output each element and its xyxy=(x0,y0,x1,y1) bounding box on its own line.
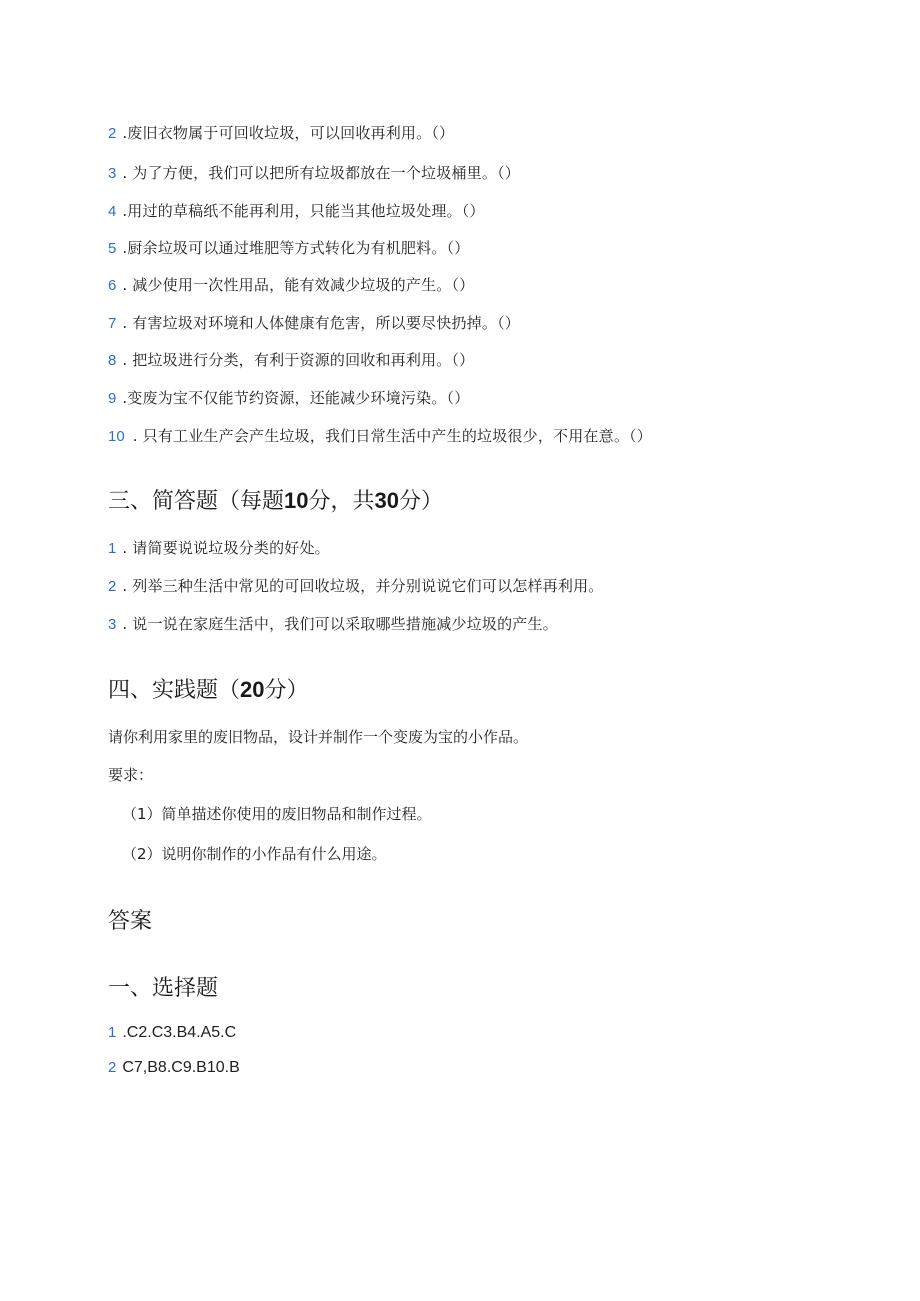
item-text: . 说一说在家庭生活中，我们可以采取哪些措施减少垃圾的产生。 xyxy=(122,615,558,633)
item-text: . 只有工业生产会产生垃圾，我们日常生活中产生的垃圾很少，不用在意。（） xyxy=(132,427,652,445)
answer-text: C7,B8.C9.B10.B xyxy=(122,1059,240,1076)
answer-text: .C2.C3.B4.A5.C xyxy=(122,1024,237,1041)
judgement-item-8 xyxy=(108,350,474,371)
item-number: 2 xyxy=(108,1059,117,1076)
item-text: . 有害垃圾对环境和人体健康有危害，所以要尽快扔掉。（） xyxy=(122,314,520,332)
answers-title: 答案 xyxy=(108,909,153,934)
item-number: 6 xyxy=(108,277,117,294)
answer-row-1 xyxy=(108,1022,236,1043)
judgement-item-2 xyxy=(108,123,454,144)
requirement-2: （2）说明你制作的小作品有什么用途。 xyxy=(122,845,387,863)
heading-text: 四、实践题（ xyxy=(108,678,241,703)
item-text: .废旧衣物属于可回收垃圾，可以回收再利用。（） xyxy=(122,124,455,142)
item-text: .用过的草稿纸不能再利用，只能当其他垃圾处理。（） xyxy=(122,202,485,220)
heading-score: 10 xyxy=(284,488,309,513)
item-number: 3 xyxy=(108,616,117,633)
item-number: 4 xyxy=(108,203,117,220)
heading-score: 20 xyxy=(240,677,265,702)
item-number: 2 xyxy=(108,125,117,142)
answers-section1-title: 一、选择题 xyxy=(108,976,219,1001)
item-number: 1 xyxy=(108,1024,117,1041)
judgement-item-10 xyxy=(108,426,652,447)
short-answer-item-3 xyxy=(108,614,558,635)
practice-intro: 请你利用家里的废旧物品，设计并制作一个变废为宝的小作品。 xyxy=(108,728,529,746)
item-text: . 为了方便，我们可以把所有垃圾都放在一个垃圾桶里。（） xyxy=(122,164,520,182)
judgement-item-6 xyxy=(108,275,474,296)
item-number: 3 xyxy=(108,165,117,182)
item-text: . 请简要说说垃圾分类的好处。 xyxy=(122,539,330,557)
requirements-label: 要求： xyxy=(108,766,154,784)
item-number: 10 xyxy=(108,428,125,445)
item-number: 9 xyxy=(108,390,117,407)
item-text: . 把垃圾进行分类，有利于资源的回收和再利用。（） xyxy=(122,351,475,369)
item-number: 5 xyxy=(108,240,117,257)
section-heading-practice xyxy=(108,676,309,705)
heading-text: 分，共 xyxy=(308,489,375,514)
item-text: . 列举三种生活中常见的可回收垃圾，并分别说说它们可以怎样再利用。 xyxy=(122,577,604,595)
requirement-1: （1）简单描述你使用的废旧物品和制作过程。 xyxy=(122,805,432,823)
heading-text: 三、简答题（每题 xyxy=(108,489,285,514)
heading-total: 30 xyxy=(374,488,399,513)
short-answer-item-1 xyxy=(108,538,330,559)
item-number: 8 xyxy=(108,352,117,369)
heading-text: 分） xyxy=(264,678,309,703)
heading-text: 分） xyxy=(399,489,444,514)
answer-row-2 xyxy=(108,1057,240,1078)
judgement-item-5 xyxy=(108,238,469,259)
judgement-item-9 xyxy=(108,388,469,409)
item-number: 2 xyxy=(108,578,117,595)
section-heading-short-answer xyxy=(108,487,443,516)
judgement-item-3 xyxy=(108,163,520,184)
item-text: . 减少使用一次性用品，能有效减少垃圾的产生。（） xyxy=(122,276,475,294)
item-number: 7 xyxy=(108,315,117,332)
judgement-item-7 xyxy=(108,313,520,334)
item-text: .变废为宝不仅能节约资源，还能减少环境污染。（） xyxy=(122,389,470,407)
item-text: .厨余垃圾可以通过堆肥等方式转化为有机肥料。（） xyxy=(122,239,470,257)
judgement-item-4 xyxy=(108,201,485,222)
short-answer-item-2 xyxy=(108,576,603,597)
item-number: 1 xyxy=(108,540,117,557)
